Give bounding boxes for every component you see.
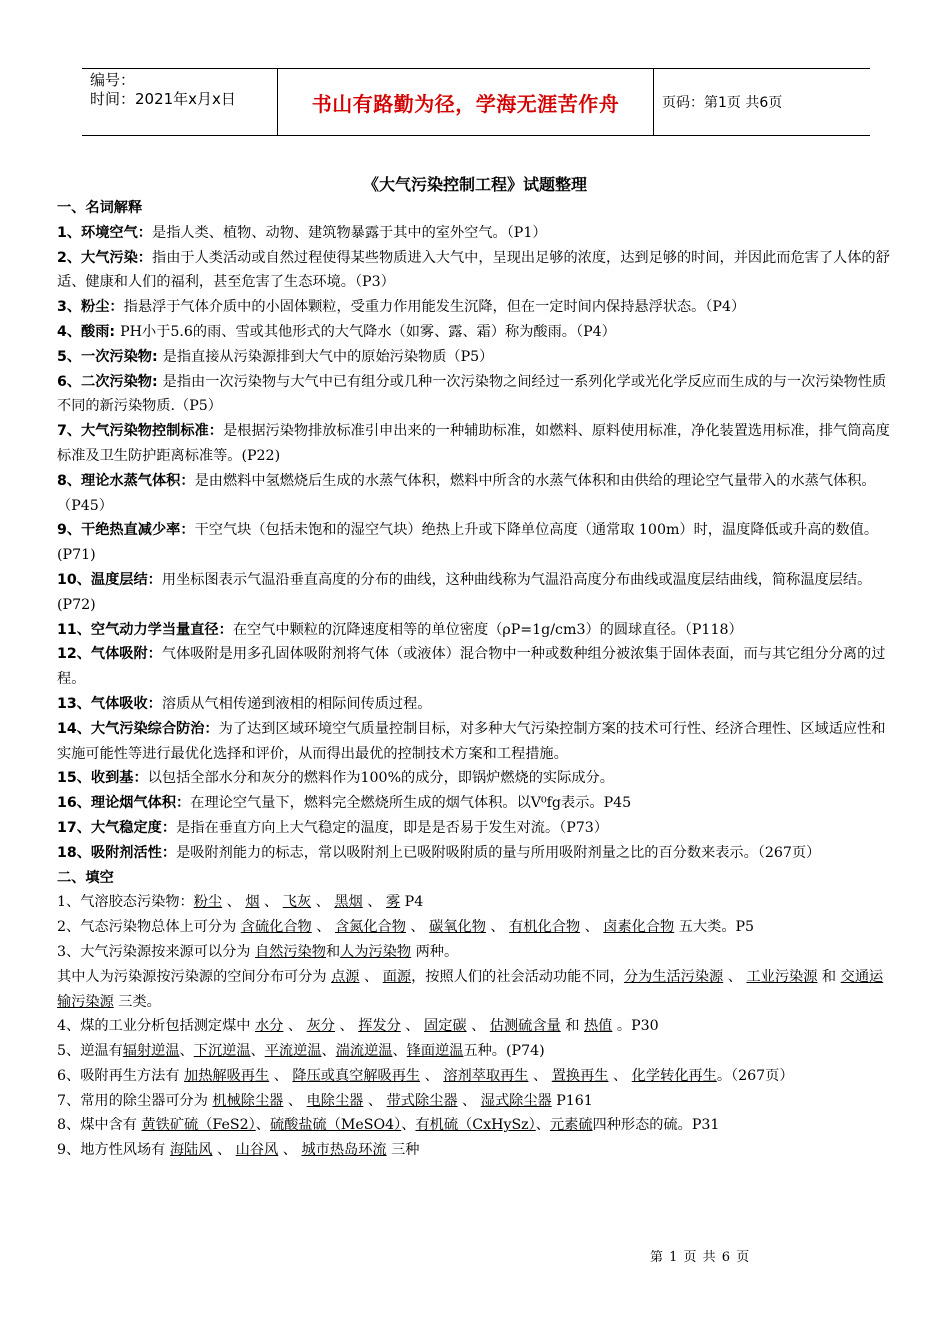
answer-blank: 点源 [331,968,360,985]
answer-blank: 有机化合物 [509,919,581,936]
answer-blank: 带式除尘器 [386,1092,458,1109]
fill-question: 1、气溶胶态污染物：粉尘 、 烟 、 飞灰 、 黑烟 、 雾 P4 [57,894,424,911]
answer-blank: 热值 [583,1018,613,1035]
question-suffix: 五大类。P5 [674,919,755,936]
definition-item [57,469,895,519]
answer-blank: 含硫化合物 [240,919,312,936]
answer-blank: 估测硫含量 [489,1018,561,1035]
question-prefix: 其中人为污染源按污染源的空间分布可分为 [57,968,332,985]
header-motto: 书山有路勤为径，学海无涯苦作舟 [311,91,620,116]
definition-item [57,766,895,791]
document-title: 《大气污染控制工程》试题整理 [362,175,587,194]
definition-text: 是根据污染物排放标准引申出来的一种辅助标准，如燃料、原料使用标准，净化装置选用标准，排气筒高度标准及卫生防护距离标准等。(P22) [57,423,890,464]
definition-term: 2、大气污染： [57,249,152,266]
answer-blank: 碳氧化物 [429,919,486,936]
fill-question: 8、煤中含有 黄铁矿硫（FeS2）、硫酸盐硫（MeSO4）、有机硫（CxHySz）、元素硫四种形态的硫。P31 [57,1117,720,1134]
definition-term: 18、吸附剂活性： [57,844,177,861]
definition-item [57,816,895,841]
answer-blank: 海陆风 [169,1142,213,1159]
header-info [82,69,278,135]
answer-blank: 雾 [385,894,401,911]
definition-item [57,246,895,296]
definition-item [57,320,895,345]
definition-text: 在理论空气量下，燃料完全燃烧所生成的烟气体积。以V⁰fg表示。P45 [190,795,632,812]
page-header [82,68,870,136]
doc-time-label: 时间：2021年x月x日 [90,90,236,108]
definition-item [57,791,895,816]
definition-item [57,642,895,692]
answer-blank: 面源 [382,968,412,985]
definition-term: 8、理论水蒸气体积： [57,472,195,489]
fill-question: 7、常用的除尘器可分为 机械除尘器 、 电除尘器 、 带式除尘器 、 湿式除尘器 P161 [57,1092,593,1109]
definition-text: 是指在垂直方向上大气稳定的温度，即是是否易于发生对流。（P73） [176,819,609,836]
definition-text: 用坐标图表示气温沿垂直高度的分布的曲线，这种曲线称为气温沿高度分布曲线或温度层结曲线，简称温度层结。(P72) [57,571,872,613]
definition-list [57,221,895,866]
definition-item [57,841,895,866]
question-prefix: 4、煤的工业分析包括测定煤中 [57,1018,255,1035]
header-page-cell [654,69,870,135]
answer-blank: 卤素化合物 [603,919,675,936]
answer-blank: 黄铁矿硫（FeS2） [141,1117,256,1134]
answer-blank: 工业污染源 [746,968,818,985]
answer-blank: 机械除尘器 [212,1092,284,1109]
definition-item [57,345,895,370]
question-suffix: 四种形态的硫。P31 [592,1117,720,1134]
answer-blank: 降压或真空解吸再生 [292,1067,421,1084]
definition-term: 7、大气污染物控制标准： [57,423,223,440]
answer-blank: 置换再生 [551,1067,609,1084]
definition-term: 14、大气污染综合防治： [57,720,219,737]
question-prefix: 3、大气污染源按来源可以分为 [57,943,255,960]
fill-question [57,940,895,965]
fill-question: 9、地方性风场有 海陆风 、 山谷风 、 城市热岛环流 三种 [57,1142,420,1159]
definition-text: PH小于5.6的雨、雪或其他形式的大气降水（如雾、露、霜）称为酸雨。（P4） [120,323,616,340]
definition-term: 16、理论烟气体积： [57,795,191,812]
definition-text: 气体吸附是用多孔固体吸附剂将气体（或液体）混合物中一种或数种组分被浓集于固体表面，而与其它组分分离的过程。 [57,646,886,688]
header-page-number: 页码：第1页 共6页 [662,95,783,111]
question-prefix: 1、气溶胶态污染物： [57,894,194,911]
definition-term: 11、空气动力学当量直径： [57,621,233,638]
question-prefix: 7、常用的除尘器可分为 [57,1092,213,1109]
question-conjunction: 和 [565,1018,580,1035]
definition-term: 5、一次污染物: [57,348,163,365]
fill-blank-list [57,890,895,1163]
fill-question: 5、逆温有辐射逆温、下沉逆温、平流逆温、湍流逆温、锋面逆温五种。(P74) [57,1043,545,1060]
definition-text: 干空气块（包括未饱和的湿空气块）绝热上升或下降单位高度（通常取 100m）时，温度降低或升高的数值。(P71) [57,522,879,564]
answer-blank: 烟 [245,894,260,911]
question-suffix: 。（267页） [716,1067,794,1084]
answer-blank: 山谷风 [235,1142,279,1159]
definition-term: 13、气体吸收： [57,695,162,712]
answer-blank: 人为污染物 [340,943,412,960]
answer-blank: 固定碳 [424,1018,467,1035]
answer-blank: 湿式除尘器 [480,1092,552,1109]
question-suffix: P161 [551,1092,593,1109]
answer-blank: 硫酸盐硫（MeSO4） [269,1117,402,1134]
document-body [57,196,895,1163]
fill-question: 6、吸附再生方法有 加热解吸再生 、 降压或真空解吸再生 、 溶剂萃取再生 、 置换再生 、 化学转化再生。（267页） [57,1067,794,1084]
answer-blank: 锋面逆温 [406,1043,464,1060]
definition-term: 15、收到基： [57,770,148,787]
answer-blank: 溶剂萃取再生 [443,1067,529,1084]
answer-blank: 电除尘器 [306,1092,364,1109]
definition-item [57,419,895,469]
definition-item [57,370,895,420]
definition-text: 为了达到区域环境空气质量控制目标，对多种大气污染控制方案的技术可行性、经济合理性、区域适应性和实施可能性等进行最优化选择和评价，从而得出最优的控制技术方案和工程措施。 [57,720,886,762]
answer-blank: 湍流逆温 [335,1043,393,1060]
question-suffix: 五种。(P74) [463,1043,545,1060]
definition-item [57,717,895,767]
definition-term: 4、酸雨: [57,323,121,340]
header-motto-cell [278,69,654,135]
answer-blank: 元素硫 [549,1117,593,1134]
definition-item [57,618,895,643]
answer-blank: 城市热岛环流 [301,1142,387,1159]
question-conjunction: 和 [325,943,341,960]
answer-blank: 粉尘 [193,894,223,911]
definition-term: 17、大气稳定度： [57,819,177,836]
definition-text: 是由燃料中氢燃烧后生成的水蒸气体积，燃料中所含的水蒸气体积和由供给的理论空气量带入的水蒸气体积。（P45） [57,472,876,514]
question-prefix: 2、气态污染物总体上可分为 [57,919,241,936]
page-footer: 第 1 页 共 6 页 [650,1250,751,1265]
definition-text: 指由于人类活动或自然过程使得某些物质进入大气中，呈现出足够的浓度，达到足够的时间，并因此而危害了人体的舒适、健康和人们的福利，甚至危害了生态环境。（P3） [57,249,890,291]
definition-text: 溶质从气相传递到液相的相际间传质过程。 [161,695,432,712]
definition-text: 是指人类、植物、动物、建筑物暴露于其中的室外空气。（P1） [152,224,547,241]
definition-term: 9、干绝热直减少率： [57,522,195,539]
question-suffix: 两种。 [411,943,459,960]
answer-blank: 化学转化再生 [631,1067,717,1084]
definition-item [57,568,895,618]
section-heading-fill-blank: 二、填空 [57,869,114,886]
definition-text: 在空气中颗粒的沉降速度相等的单位密度（ρP=1g/cm3）的圆球直径。（P118） [232,621,743,638]
fill-question: 4、煤的工业分析包括测定煤中 水分 、 灰分 、 挥发分 、 固定碳 、 估测硫含量 和 热值 。P30 [57,1018,659,1035]
answer-blank: 下沉逆温 [193,1043,251,1060]
answer-blank: 分为生活污染源 [623,968,724,985]
definition-term: 1、环境空气： [57,224,152,241]
definition-text: 是吸附剂能力的标志，常以吸附剂上已吸附吸附质的量与所用吸附剂量之比的百分数来表示。（267页） [176,844,821,861]
question-suffix: P4 [400,894,424,911]
answer-blank: 交通运输污染源 [57,968,884,1010]
fill-question: 2、气态污染物总体上可分为 含硫化合物 、 含氮化合物 、 碳氧化物 、 有机化合物 、 卤素化合物 五大类。P5 [57,919,755,936]
definition-term: 6、二次污染物: [57,373,163,390]
definition-text: 是指由一次污染物与大气中已有组分或几种一次污染物之间经过一系列化学或光化学反应而生成的与一次污染物性质不同的新污染物质.（P5） [57,373,887,415]
question-prefix: 6、吸附再生方法有 [57,1067,185,1084]
definition-text: 是指直接从污染源排到大气中的原始污染物质（P5） [162,348,494,365]
question-prefix: 5、逆温有 [57,1043,123,1060]
question-suffix: 。P30 [616,1018,659,1035]
answer-blank: 辐射逆温 [122,1043,180,1060]
definition-text: 指悬浮于气体介质中的小固体颗粒，受重力作用能发生沉降，但在一定时间内保持悬浮状态。（P4） [123,299,746,316]
question-prefix: 8、煤中含有 [57,1117,142,1134]
answer-blank: 灰分 [306,1018,335,1035]
answer-blank: 有机硫（CxHySz） [415,1117,536,1134]
definition-term: 12、气体吸附： [57,646,162,663]
answer-blank: 平流逆温 [264,1043,322,1060]
question-prefix: 9、地方性风场有 [57,1142,170,1159]
answer-blank: 挥发分 [358,1018,401,1035]
answer-blank: 黑烟 [334,894,363,911]
answer-blank: 水分 [254,1018,284,1035]
question-suffix: 三类。 [118,993,161,1010]
question-conjunction: 和 [821,968,837,985]
definition-term: 3、粉尘： [57,299,124,316]
definition-item [57,221,895,246]
answer-blank: 自然污染物 [254,943,326,960]
question-middle: ，按照人们的社会活动功能不同， [411,968,624,985]
doc-number-label: 编号： [90,71,136,89]
definition-item [57,295,895,320]
definition-term: 10、温度层结： [57,571,162,588]
definition-item [57,692,895,717]
fill-question: 其中人为污染源按污染源的空间分布可分为 点源 、 面源，按照人们的社会活动功能不同，分为生活污染源 、 工业污染源 和 交通运输污染源 三类。 [57,968,884,1010]
answer-blank: 飞灰 [282,894,312,911]
question-suffix: 三种 [386,1142,420,1159]
definition-item [57,518,895,568]
definition-text: 以包括全部水分和灰分的燃料作为100%的成分，即锅炉燃烧的实际成分。 [147,770,614,787]
section-heading-definitions: 一、名词解释 [57,200,143,216]
answer-blank: 含氮化合物 [334,919,406,936]
answer-blank: 加热解吸再生 [184,1067,270,1084]
